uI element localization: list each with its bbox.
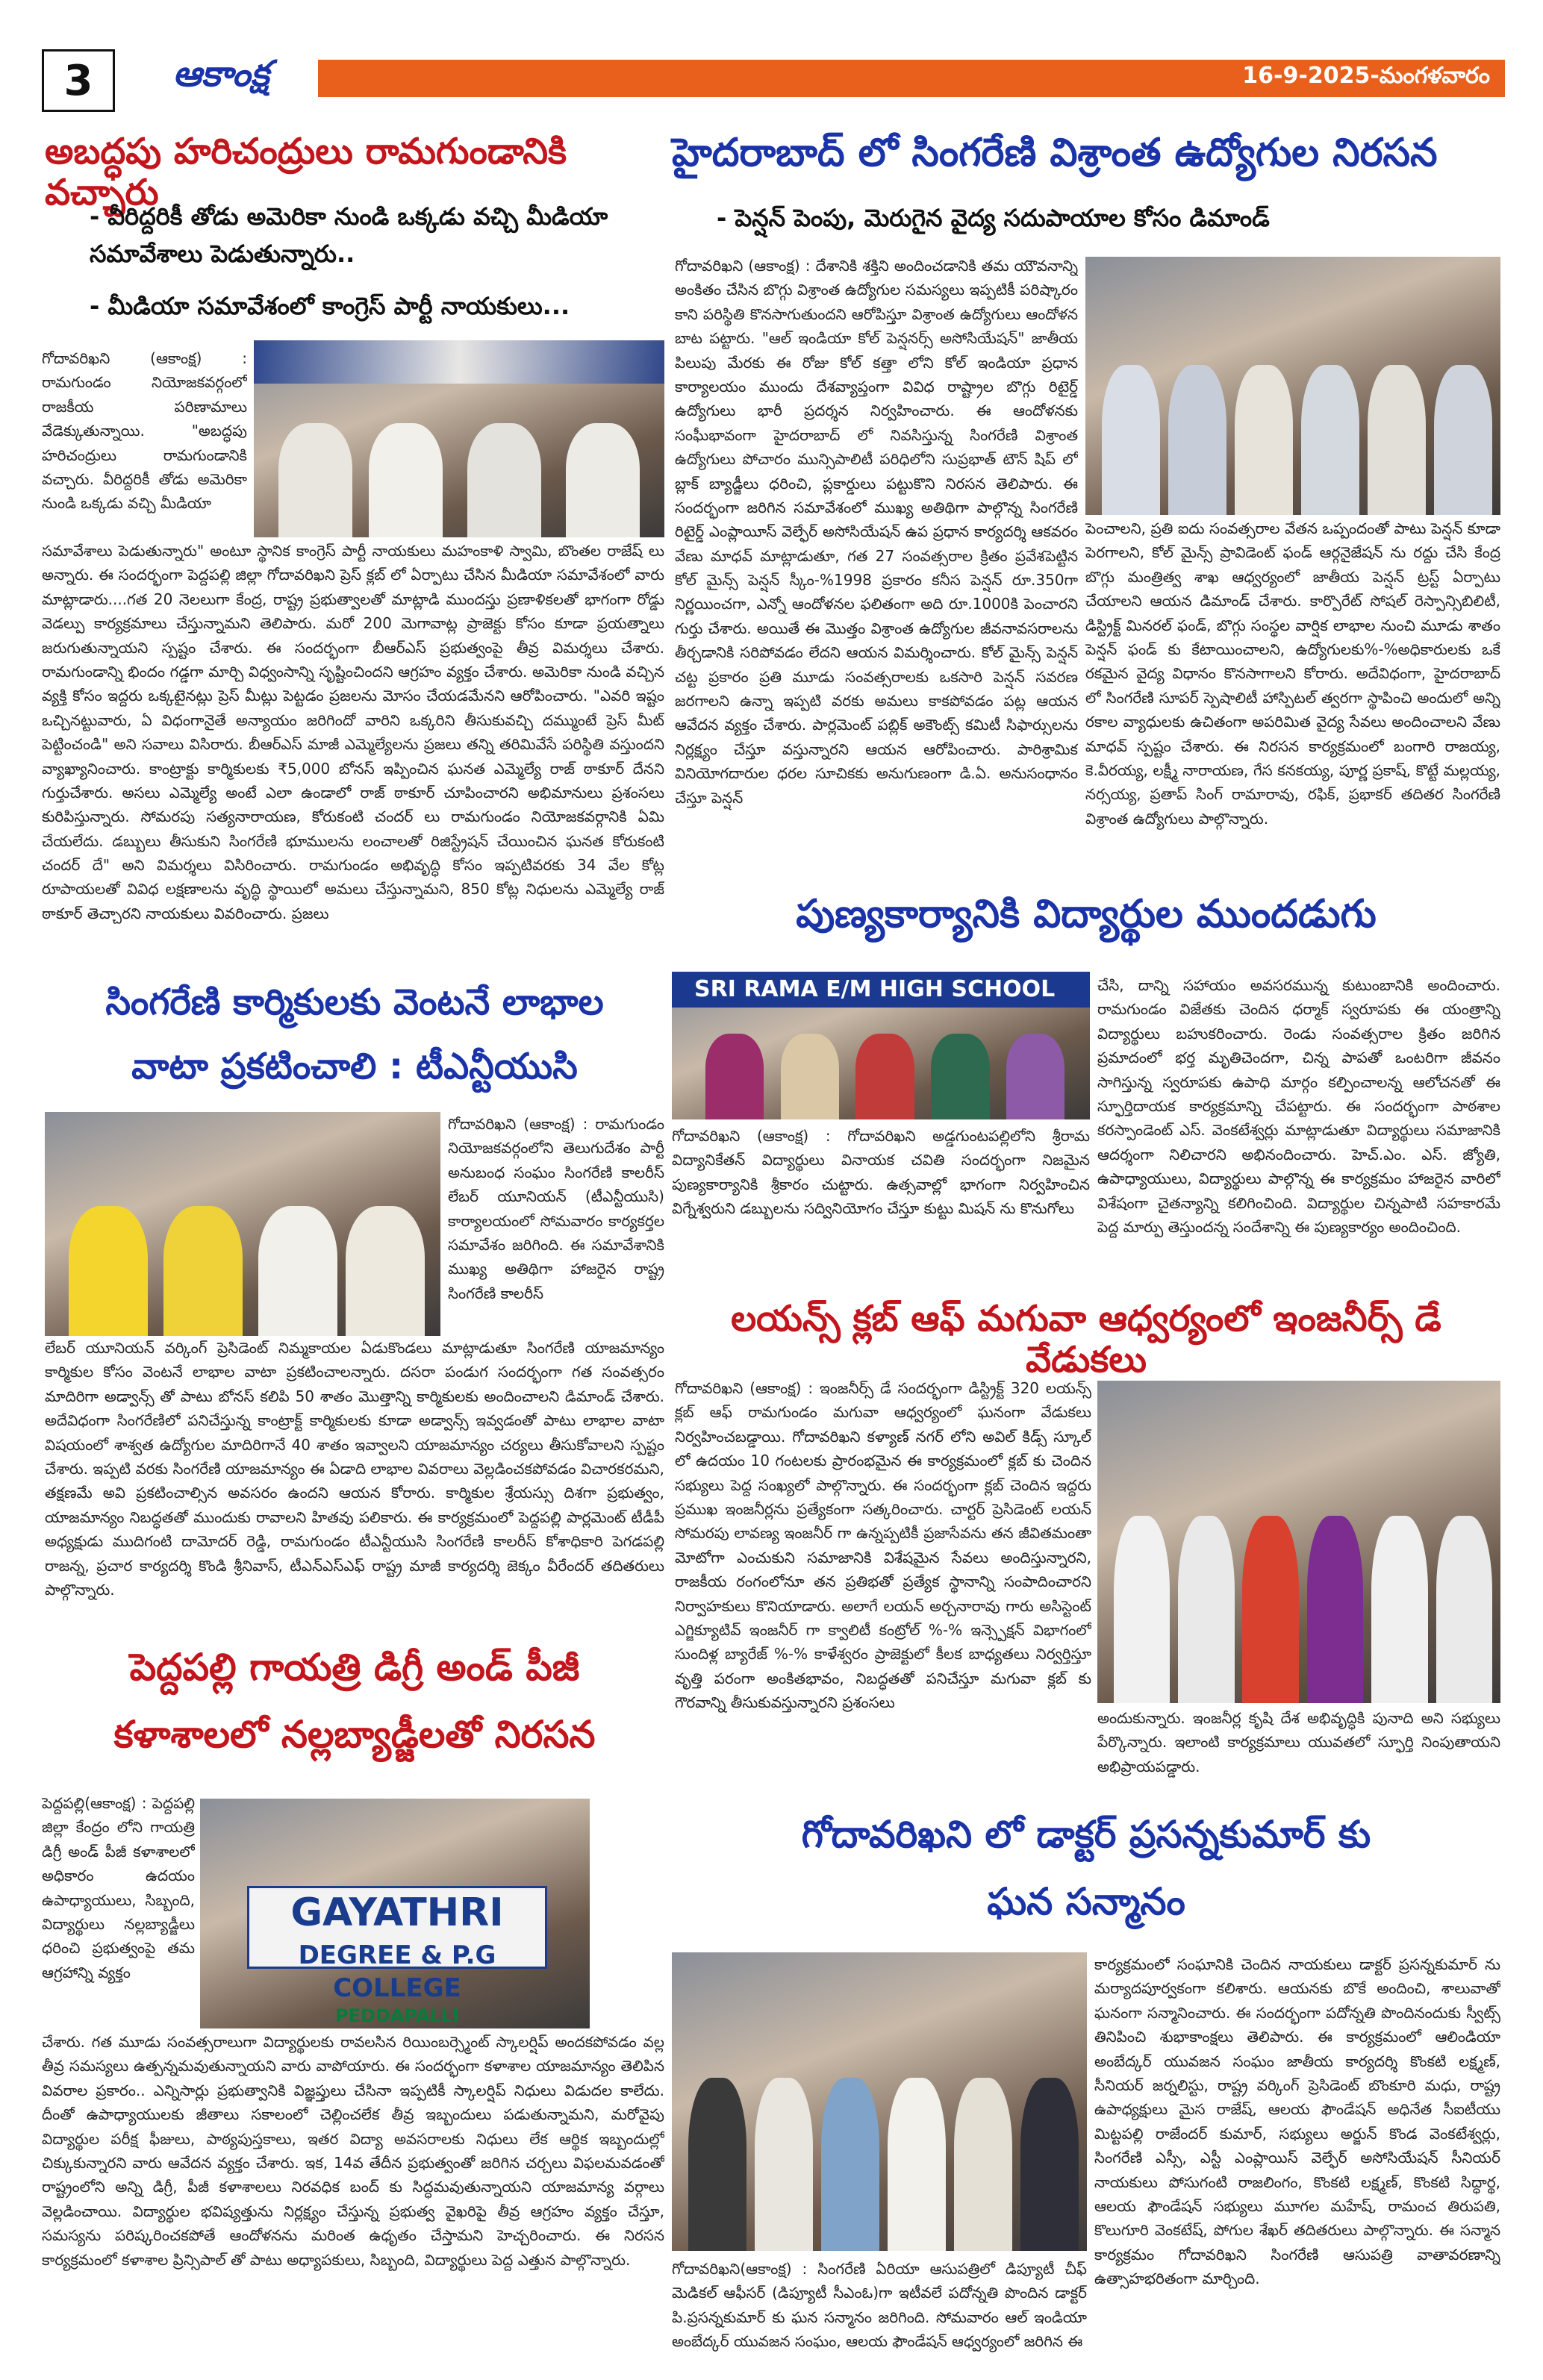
article3-headline-2: కళాశాలలో నల్లబ్యాడ్జీలతో నిరసన (113, 1713, 596, 1756)
photo-person (954, 2078, 1012, 2251)
article6-headline: లయన్స్ క్లబ్ ఆఫ్ మగువా ఆధ్వర్యంలో ఇంజనీర్స్ డే వేడుకలు (731, 1298, 1441, 1381)
photo-person (1178, 1516, 1235, 1703)
photo-person (1371, 1516, 1428, 1703)
photo-person (467, 423, 541, 537)
photo-person (1102, 365, 1160, 515)
newspaper-logo: ఆకాంక్ష (124, 51, 318, 106)
photo-person (1368, 365, 1426, 515)
photo-person (1020, 2078, 1079, 2251)
photo-person (688, 2078, 746, 2251)
photo-person (1436, 1516, 1493, 1703)
article4-body-col2: పెంచాలని, ప్రతి ఐదు సంవత్సరాల వేతన ఒప్పందంతో పాటు పెన్షన్ కూడా పెరగాలని, కోల్ మైన్స్ ప్రావిడెంట్ ఫండ్ ఆర్గనైజేషన్ ను రద్దు చేసి కేంద్ర బొగ్గు మంత్రిత్వ శాఖ ఆధ్వర్యంలో జాతీయ పెన్షన్ ట్రస్ట్ ఏర్పాటు చేయాలని ఆయన డిమాండ్ చేశారు. కార్పొరేట్ సోషల్ రెస్పాన్సిబిలిటీ, డిస్ట్రిక్ట్ మినరల్ ఫండ్, బొగ్గు సంస్థల వార్షిక లాభాల నుంచి మూడు శాతం పెన్షన్ ఫండ్ కు కేటాయించాలని, ఉద్యోగులకు%-%అధికారులకు ఒకే రకమైన వైద్య విధానం కొనసాగాలని కోరారు. అదేవిధంగా, హైదరాబాద్ లో సింగరేణి సూపర్ స్పెషాలిటీ హాస్పిటల్ త్వరగా స్థాపించి అందులో అన్ని రకాల వ్యాధులకు ఉచితంగా అపరిమిత వైద్య సేవలు అందించాలని వేణు మాధవ్ స్పష్టం చేశారు. ఈ నిరసన కార్యక్రమంలో బంగారి రాజయ్య, కె.వీరయ్య, లక్ష్మీ నారాయణ, గేస కనకయ్య, పూర్ణ ప్రకాష్, కొట్టే మల్లయ్య, నర్సయ్య, ప్రతాప్ సింగ్ రామారావు, రఫిక్, ప్రభాకర్ తదితర సింగరేణి విశ్రాంత ఉద్యోగులు పాల్గొన్నారు. (1085, 519, 1500, 828)
article6-photo (1097, 1381, 1500, 1703)
article7-body-right: కార్యక్రమంలో సంఘానికి చెందిన నాయకులు డాక్టర్ ప్రసన్నకుమార్ ను మర్యాదపూర్వకంగా కలిశారు. ఆయనకు బొకే అందించి, శాలువాతో ఘనంగా సన్మానించారు. ఈ సందర్భంగా పదోన్నతి పొందినందుకు స్వీట్స్ తినిపించి శుభాకాంక్షలు తెలిపారు. ఈ కార్యక్రమంలో ఆలిండియా అంబేద్కర్ యువజన సంఘం జాతీయ కార్యదర్శి కొంకటి లక్ష్మణ్, సీనియర్ జర్నలిస్టు, రాష్ట్ర వర్కింగ్ ప్రెసిడెంట్ బొంకూరి మధు, రాష్ట్ర ఉపాధ్యక్షులు మైస రాజేష్, ఆలయ ఫౌండేషన్ అధినేత సీఐటీయు మిట్టపల్లి రాజేందర్ కుమార్, సభ్యులు అర్జున్ కొండ వెంకటేశ్వర్లు, సింగరేణి ఎస్సీ, ఎస్టీ ఎంప్లాయిస్ వెల్ఫేర్ అసోసియేషన్ సీనియర్ నాయకులు పోసుగంటి రాజలింగం, కొంకటి లక్ష్మణ్, కొంకటి సిద్ధార్థ, ఆలయ ఫౌండేషన్ సభ్యులు మూగల మహేష్, రామంచ తిరుపతి, కొలుగూరి వెంకటేష్, పోగుల శేఖర్ తదితరులు పాల్గొన్నారు. ఈ సన్మాన కార్యక్రమం గోదావరిఖని సింగరేణి ఆసుపత్రి వాతావరణాన్ని ఉత్సాహభరితంగా మార్చింది. (1094, 1955, 1500, 2288)
photo-person (69, 1206, 148, 1336)
photo-person (258, 1206, 337, 1336)
photo-person (855, 1034, 914, 1119)
photo-person (1242, 1516, 1299, 1703)
college-sign-name: GAYATHRI (290, 1890, 504, 1936)
photo-person (369, 423, 443, 537)
photo-person (1006, 1034, 1064, 1119)
photo-person (278, 423, 352, 537)
issue-date: 16-9-2025-మంగళవారం (1242, 63, 1490, 89)
article5-headline: పుణ్యకార్యానికి విద్యార్థుల ముందడుగు (796, 892, 1377, 937)
article4-subhead: - పెన్షన్ పెంపు, మెరుగైన వైద్య సదుపాయాల కోసం డిమాండ్ (717, 204, 1270, 232)
photo-person (821, 2078, 879, 2251)
photo-person (888, 2078, 946, 2251)
photo-person (931, 1034, 989, 1119)
article2-body-top: గోదావరిఖని (ఆకాంక్ష) : రామగుండం నియోజకవర్గంలోని తెలుగుదేశం పార్టీ అనుబంధ సంఘం సింగరేణి కాలరీస్ లేబర్ యూనియన్ (టీఎన్టీయుసి) కార్యాలయంలో సోమవారం కార్యకర్తల సమావేశం జరిగింది. ఈ సమావేశానికి ముఖ్య అతిథిగా హాజరైన రాష్ట్ర సింగరేణి కాలరీస్ (448, 1115, 664, 1302)
photo-banner (254, 340, 664, 384)
article4-photo (1085, 257, 1500, 515)
article1-subhead-2: - మీడియా సమావేశంలో కాంగ్రెస్ పార్టీ నాయకులు... (90, 292, 570, 320)
article2-headline-1: సింగరేణి కార్మికులకు వెంటనే లాభాల (105, 981, 604, 1023)
photo-person (1168, 365, 1226, 515)
photo-person (755, 2078, 813, 2251)
article7-headline-1: గోదావరిఖని లో డాక్టర్ ప్రసన్నకుమార్ కు (801, 1813, 1371, 1856)
article5-body-bottom: గోదావరిఖని (ఆకాంక్ష) : గోదావరిఖని అడ్డగుంటపల్లిలోని శ్రీరామ విద్యానికేతన్ విద్యార్థులు వినాయక చవితి సందర్భంగా నిజమైన పుణ్యకార్యానికి శ్రీకారం చుట్టారు. ఉత్సవాల్లో భాగంగా నిర్వహించిన విగ్నేశ్వరుని డబ్బులను సద్వినియోగం చేస్తూ కుట్టు మిషన్ ను కొనుగోలు (672, 1127, 1090, 1218)
article1-headline: అబద్ధపు హరిచంద్రులు రామగుండానికి వచ్చారు (45, 131, 567, 214)
article1-body-top: గోదావరిఖని (ఆకాంక్ష) : రామగుండం నియోజకవర్గంలో రాజకీయ పరిణామాలు వేడెక్కుతున్నాయి. "అబద్ధపు హరిచంద్రులు రామగుండానికి వచ్చారు. వీరిద్దరికీ తోడు అమెరికా నుండి ఒక్కడు వచ్చి మీడియా (42, 349, 247, 513)
masthead (42, 49, 1505, 107)
article7-headline-2: ఘన సన్మానం (987, 1880, 1185, 1923)
article6-body-right: అందుకున్నారు. ఇంజనీర్ల కృషి దేశ అభివృద్ధికి పునాది అని సభ్యులు పేర్కొన్నారు. ఇలాంటి కార్యక్రమాలు యువతలో స్ఫూర్తి నింపుతాయని అభిప్రాయపడ్డారు. (1097, 1709, 1500, 1775)
article3-body-top: పెద్దపల్లి(ఆకాంక్ష) : పెద్దపల్లి జిల్లా కేంద్రం లోని గాయత్రి డిగ్రీ అండ్ పీజీ కళాశాలలో అధికారం ఉదయం ఉపాధ్యాయులు, సిబ్బంది, విద్యార్థులు నల్లబ్యాడ్జీలు ధరించి ప్రభుత్వంపై తమ ఆగ్రహాన్ని వ్యక్తం (42, 1794, 195, 1981)
photo-person (781, 1034, 839, 1119)
photo-person (1301, 365, 1359, 515)
article2-headline-2: వాటా ప్రకటించాలి : టీఎన్టీయుసి (131, 1046, 578, 1087)
article3-body-bottom: చేశారు. గత మూడు సంవత్సరాలుగా విద్యార్థులకు రావలసిన రియింబర్స్మెంట్ స్కాలర్షిప్ అందకపోవడం వల్ల తీవ్ర సమస్యలు ఉత్పన్నమవుతున్నాయని వారు వాపోయారు. ఈ సందర్భంగా కళాశాల యాజమాన్యం తెలిపిన వివరాల ప్రకారం.. ఎన్నిసార్లు ప్రభుత్వానికి విజ్ఞప్తులు చేసినా ఇప్పటికీ స్కాలర్షిప్ నిధులు విడుదల కాలేదు. దీంతో ఉపాధ్యాయులకు జీతాలు సకాలంలో చెల్లించలేక తీవ్ర ఇబ్బందులు పడుతున్నామని, మరోవైపు విద్యార్థుల పరీక్ష ఫీజులు, పాఠ్యపుస్తకాలు, ఇతర విద్యా అవసరాలకు నిధులు లేక ఆర్థిక ఇబ్బందుల్లో చిక్కుకున్నారని వారు ఆవేదన వ్యక్తం చేశారు. ఇక, 14వ తేదీన ప్రభుత్వంతో జరిగిన చర్చలు విఫలమవడంతో రాష్ట్రంలోని అన్ని డిగ్రీ, పీజీ కళాశాలలు నిరవధిక బంద్ కు సిద్ధమవుతున్నాయని యాజమాన్య వర్గాలు వెల్లడించాయి. విద్యార్థుల భవిష్యత్తును నిర్లక్ష్యం చేస్తున్న ప్రభుత్వ వైఖరిపై తీవ్ర ఆగ్రహం వ్యక్తం చేస్తూ, సమస్యను పరిష్కరించకపోతే ఆందోళనను మరింత ఉధృతం చేస్తామని హెచ్చరించారు. ఈ నిరసన కార్యక్రమంలో కళాశాల ప్రిన్సిపాల్ తో పాటు అధ్యాపకులు, సిబ్బంది, విద్యార్థులు పెద్ద ఎత్తున పాల్గొన్నారు. (42, 2033, 664, 2269)
article5-photo (672, 972, 1090, 1119)
photo-person (346, 1206, 425, 1336)
article7-photo (672, 1952, 1087, 2251)
school-banner: SRI RAMA E/M HIGH SCHOOL (672, 972, 1090, 1008)
article2-body-bottom: లేబర్ యూనియన్ వర్కింగ్ ప్రెసిడెంట్ నిమ్మకాయల ఏడుకొండలు మాట్లాడుతూ సింగరేణి యాజమాన్యం కార్మికుల కోసం వెంటనే లాభాల వాటా ప్రకటించాలన్నారు. దసరా పండుగ సందర్భంగా గత సంవత్సరం మాదిరిగా అడ్వాన్స్ తో పాటు బోనస్ కలిపి 50 శాతం మొత్తాన్ని కార్మికులకు అందించాలని డిమాండ్ చేశారు. అదేవిధంగా సింగరేణిలో పనిచేస్తున్న కాంట్రాక్ట్ కార్మికులకు కూడా అడ్వాన్స్ ఇవ్వడంతో పాటు లాభాల వాటా విషయంలో శాశ్వత ఉద్యోగుల మాదిరిగానే 40 శాతం ఇవ్వాలని యాజమాన్యం చర్యలు తీసుకోవాలని స్పష్టం చేశారు. ఇప్పటి వరకు సింగరేణి యాజమాన్యం ఈ ఏడాది లాభాల వివరాలు వెల్లడించకపోవడం విచారకరమని, తక్షణమే అవి ప్రకటించాల్సిన అవసరం ఉందని ఆయన కోరారు. కార్మికుల శ్రేయస్సు దిశగా ప్రభుత్వం, యాజమాన్యం నిబద్ధతతో ముందుకు రావాలని హితవు పలికారు. ఈ కార్యక్రమంలో పెద్దపల్లి పార్లమెంట్ టీడీపీ అధ్యక్షుడు ముదిగంటి దామోదర్ రెడ్డి, రామగుండం టీఎన్టీయుసి సింగరేణి కాలరీస్ కోశాధికారి పెగడపల్లి రాజన్న, ప్రచార కార్యదర్శి కొండి శ్రీనివాస్, టీఎన్ఎస్ఎఫ్ రాష్ట్ర మాజీ కార్యదర్శి జెక్కం వీరేందర్ తదితరులు పాల్గొన్నారు. (45, 1339, 664, 1599)
photo-person (566, 423, 640, 537)
article3-headline-1: పెద్దపల్లి గాయత్రి డిగ్రీ అండ్ పీజీ (129, 1646, 580, 1689)
article4-body-col1: గోదావరిఖని (ఆకాంక్ష) : దేశానికి శక్తిని అందించడానికి తమ యౌవనాన్ని అంకితం చేసిన బొగ్గు విశ్రాంత ఉద్యోగుల సమస్యలు ఇప్పటికీ పరిష్కారం కాని పరిస్థితి కొనసాగుతుందని ఆరోపిస్తూ విశ్రాంత ఉద్యోగులు ఆందోళన బాట పట్టారు. "ఆల్ ఇండియా కోల్ పెన్షనర్స్ అసోసియేషన్" జాతీయ పిలుపు మేరకు ఈ రోజు కోల్ కత్తా లోని కోల్ ఇండియా ప్రధాన కార్యాలయం ముందు దేశవ్యాప్తంగా వివిధ రాష్ట్రాల బొగ్గు రిటైర్డ్ ఉద్యోగులు భారీ ప్రదర్శన నిర్వహించారు. ఈ ఆందోళనకు సంఘీభావంగా హైదరాబాద్ లో నివసిస్తున్న సింగరేణి విశ్రాంత ఉద్యోగులు పోచారం మున్సిపాలిటీ పరిధిలోని సుప్రభాత్ టౌన్ షిప్ లో బ్లాక్ బ్యాడ్జీలు ధరించి, ప్లకార్డులు పట్టుకొని నిరసన తెలిపారు. ఈ సందర్భంగా జరిగిన సమావేశంలో ముఖ్య అతిథిగా పాల్గొన్న సింగరేణి రిటైర్డ్ ఎంప్లాయీస్ వెల్ఫేర్ అసోసియేషన్ ఉప ప్రధాన కార్యదర్శి ఆకవరం వేణు మాధవ్ మాట్లాడుతూ, గత 27 సంవత్సరాల క్రితం ప్రవేశపెట్టిన కోల్ మైన్స్ పెన్షన్ స్కీం-%1998 ప్రకారం కనీస పెన్షన్ రూ.350గా నిర్ణయించగా, ఎన్నో ఆందోళనల ఫలితంగా అది రూ.1000కి పెంచారని గుర్తు చేశారు. అయితే ఈ మొత్తం విశ్రాంత ఉద్యోగుల జీవనావసరాలను తీర్చడానికి సరిపోవడం లేదని ఆయన విమర్శించారు. కోల్ మైన్స్ పెన్షన్ చట్ట ప్రకారం ప్రతి మూడు సంవత్సరాలకు ఒకసారి పెన్షన్ సవరణ జరగాలని ఉన్నా ఇప్పటి వరకు అమలు కాకపోవడం పట్ల ఆయన ఆవేదన వ్యక్తం చేశారు. పార్లమెంట్ పబ్లిక్ అకౌంట్స్ కమిటీ సిఫార్సులను నిర్లక్ష్యం చేస్తూ వస్తున్నారని ఆయన ఆరోపించారు. పారిశ్రామిక వినియోగదారుల ధరల సూచికకు అనుగుణంగా డి.ఏ. అనుసంధానం చేస్తూ పెన్షన్ (675, 257, 1078, 807)
page-number: 3 (42, 49, 115, 112)
article5-body-right: చేసి, దాన్ని సహాయం అవసరమున్న కుటుంబానికి అందించారు. రామగుండం విజేతకు చెందిన ధర్మాక్ స్వరూపకు ఈ యంత్రాన్ని విద్యార్థులు బహుకరించారు. రెండు సంవత్సరాల క్రితం జరిగిన ప్రమాదంలో భర్త మృతిచెందగా, చిన్న పాపతో ఒంటరిగా జీవనం సాగిస్తున్న స్వరూపకు ఉపాధి మార్గం కల్పించాలన్న ఆలోచనతో ఈ స్ఫూర్తిదాయక కార్యక్రమాన్ని చేపట్టారు. ఈ సందర్భంగా పాఠశాల కరస్పాండెంట్ ఎస్. వెంకటేశ్వర్లు మాట్లాడుతూ విద్యార్థులు సమాజానికి ఆదర్శంగా నిలిచారని అభినందించారు. హెచ్.ఎం. ఎస్. జ్యోతి, ఉపాధ్యాయులు, విద్యార్థులు పాల్గొన్న ఈ కార్యక్రమం హాజరైన వారిలో విశేషంగా చైతన్యాన్ని కలిగించింది. విద్యార్థుల చిన్నపాటి సహకారమే పెద్ద మార్పు తెస్తుందన్న సందేశాన్ని ఈ పుణ్యకార్యం అందించింది. (1097, 976, 1500, 1236)
article3-photo (200, 1799, 590, 2028)
college-sign-line3: PEDDAPALLI (335, 2005, 459, 2026)
article1-subhead-1: - వీరిద్దరికీ తోడు అమెరికా నుండి ఒక్కడు వచ్చి మీడియా సమావేశాలు పెడుతున్నారు.. (90, 202, 608, 268)
college-sign-line2: DEGREE & P.G COLLEGE (298, 1940, 496, 2003)
article7-body-left: గోదావరిఖని(ఆకాంక్ష) : సింగరేణి ఏరియా ఆసుపత్రిలో డిప్యూటీ చీఫ్ మెడికల్ ఆఫీసర్ (డిప్యూటీ సీఎంఓ)గా ఇటీవలే పదోన్నతి పొందిన డాక్టర్ పి.ప్రసన్నకుమార్ కు ఘన సన్మానం జరిగింది. సోమవారం ఆల్ ఇండియా అంబేద్కర్ యువజన సంఘం, ఆలయ ఫౌండేషన్ ఆధ్వర్యంలో జరిగిన ఈ (672, 2260, 1087, 2351)
article1-body-bottom: సమావేశాలు పెడుతున్నారు" అంటూ స్థానిక కాంగ్రెస్ పార్టీ నాయకులు మహంకాళి స్వామి, బొంతల రాజేష్ లు అన్నారు. ఈ సందర్భంగా పెద్దపల్లి జిల్లా గోదావరిఖని ప్రెస్ క్లబ్ లో ఏర్పాటు చేసిన మీడియా సమావేశంలో వారు మాట్లాడారు....గత 20 నెలలుగా కేంద్ర, రాష్ట్ర ప్రభుత్వాలతో మాట్లాడి ముందస్తు ప్రణాళికలతో భాగంగా రోడ్డు వెడల్పు కార్యక్రమాలు చేస్తున్నామని తెలిపారు. మరో 200 మెగావాట్ల ప్రాజెక్టు కోసం కూడా ప్రయత్నాలు జరుగుతున్నాయని స్పష్టం చేశారు. ఈ సందర్భంగా బీఆర్ఎస్ ప్రభుత్వంపై తీవ్ర విమర్శలు చేశారు. రామగుండాన్ని భిందం గడ్డగా మార్చి విధ్వంసాన్ని సృష్టించిందని ఆగ్రహం వ్యక్తం చేశారు. అమెరికా నుండి వచ్చిన వ్యక్తి కోసం ఇద్దరు ఒక్కటైనట్లు ప్రెస్ మీట్లు పెట్టడం ప్రజలను మోసం చేయడమేనని ఆరోపించారు. "ఎవరి ఇష్టం ఒచ్చినట్టువారు, ఏ విధంగానైతే అన్యాయం జరిగిందో వారిని ఒక్కరిని తీసుకువచ్చి దమ్ముంటే ప్రెస్ మీట్ పెట్టించండి" అని సవాలు విసిరారు. బీఆర్ఎస్ మాజీ ఎమ్మెల్యేలను ప్రజలు తన్ని తరిమివేసే పరిస్థితి వస్తుందని వ్యాఖ్యానించారు. కాంట్రాక్టు కార్మికులకు ₹5,000 బోనస్ ఇప్పించిన ఘనత ఎమ్మెల్యే రాజ్ ఠాకూర్ దేనని గుర్తుచేశారు. అసలు ఎమ్మెల్యే అంటే ఎలా ఉండాలో రాజ్ ఠాకూర్ చూపించారని అభిమానులు ప్రశంసలు కురిపిస్తున్నారు. సోమరపు సత్యనారాయణ, కోరుకంటి చందర్ లు రామగుండం నియోజకవర్గానికి ఏమి చేయలేదు. డబ్బులు తీసుకుని సింగరేణి భూములను లంచాలతో రిజిస్ట్రేషన్ చేయించిన ఘనత కోరుకంటి చందర్ దే" అని విమర్శలు విసిరించారు. రామగుండం అభివృద్ధి కోసం ఇప్పటివరకు 34 వేల కోట్ల రూపాయలతో వివిధ లక్షణాలను వృద్ధి స్థాయిలో అమలు చేస్తున్నామని, 850 కోట్ల నిధులను ఎమ్మెల్యే రాజ్ ఠాకూర్ తెచ్చారని నాయకులు వివరించారు. ప్రజలు (42, 542, 664, 922)
article4-headline: హైదరాబాద్ లో సింగరేణి విశ్రాంత ఉద్యోగుల నిరసన (672, 131, 1438, 175)
photo-person (1434, 365, 1492, 515)
article2-photo (45, 1112, 440, 1336)
photo-person (1307, 1516, 1364, 1703)
photo-person (1235, 365, 1293, 515)
article6-body-left: గోదావరిఖని (ఆకాంక్ష) : ఇంజనీర్స్ డే సందర్భంగా డిస్ట్రిక్ట్ 320 లయన్స్ క్లబ్ ఆఫ్ రామగుండం మగువా ఆధ్వర్యంలో ఘనంగా వేడుకలు నిర్వహించబడ్డాయి. గోదావరిఖని కళ్యాణ్ నగర్ లోని అవిల్ కిడ్స్ స్కూల్ లో ఉదయం 10 గంటలకు ప్రారంభమైన ఈ కార్యక్రమంలో క్లబ్ కు చెందిన సభ్యులు పెద్ద సంఖ్యలో పాల్గొన్నారు. ఈ సందర్భంగా క్లబ్ చెందిన ఇద్దరు ప్రముఖ ఇంజనీర్లను ప్రత్యేకంగా సత్కరించారు. చార్టర్ ప్రెసిడెంట్ లయన్ సోమరపు లావణ్య ఇంజనీర్ గా ఉన్నప్పటికీ ప్రజాసేవను తన జీవితమంతా మోటోగా ఎంచుకుని సమాజానికి విశేషమైన సేవలు అందిస్తున్నారని, రాజకీయ రంగంలోనూ తన ప్రతిభతో ప్రత్యేక స్థానాన్ని సంపాదించారని నిర్వాహకులు కొనియాడారు. అలాగే లయన్ అర్చనారావు గారు అసిస్టెంట్ ఎగ్జిక్యూటివ్ ఇంజనీర్ గా క్వాలిటీ కంట్రోల్ %-% ఇన్స్పెక్షన్ విభాగంలో సుందిళ్ల బ్యారేజ్ %-% కాళేశ్వరం ప్రాజెక్టులో కీలక బాధ్యతలు నిర్వర్తిస్తూ వృత్తి పరంగా అంకితభావం, నిబద్ధతతో పనిచేస్తూ మగువా క్లబ్ కు గౌరవాన్ని తీసుకువస్తున్నారని ప్రశంసలు (675, 1379, 1091, 1712)
photo-person (705, 1034, 764, 1119)
college-sign (247, 1886, 548, 2026)
article1-photo (254, 340, 664, 537)
photo-person (1114, 1516, 1171, 1703)
photo-person (163, 1206, 243, 1336)
